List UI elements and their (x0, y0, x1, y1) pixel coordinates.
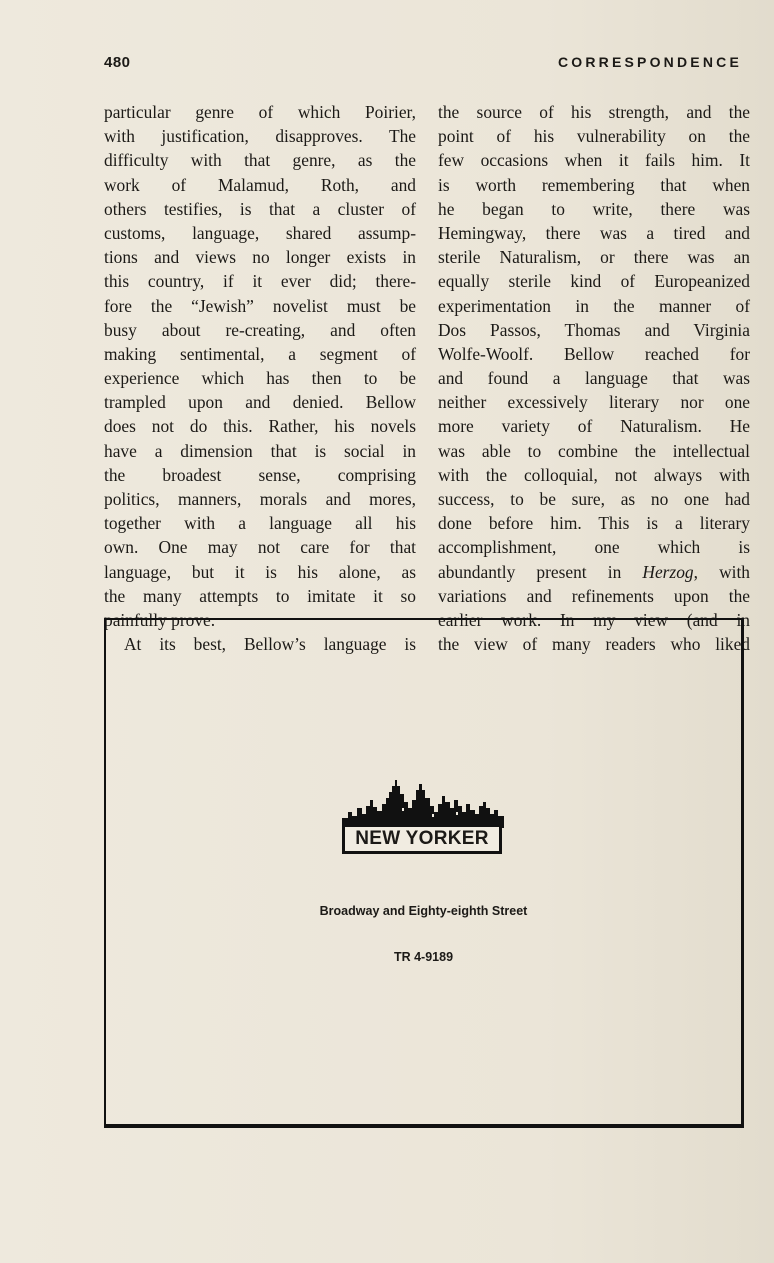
text-line: the view of many readers who liked (438, 634, 750, 655)
advertisement-box (104, 618, 744, 1128)
book-title: Herzog (642, 561, 694, 582)
text-line: Wolfe-Woolf. Bellow reached for (438, 343, 750, 364)
text-line: done before him. This is a literary (438, 513, 750, 534)
text-line: point of his vulnerability on the (438, 126, 750, 147)
text-line: Hemingway, there was a tired and (438, 222, 750, 243)
text-line: tions and views no longer exists in (104, 247, 416, 268)
text-line: accomplishment, one which is (438, 537, 750, 558)
text-line: success, to be sure, as no one had (438, 489, 750, 509)
text-line: sterile Naturalism, or there was an (438, 247, 750, 268)
text-line: and found a language that was (438, 368, 750, 389)
text-line: difficulty with that genre, as the (104, 150, 416, 171)
text-line-herzog: abundantly present in Herzog, with (438, 561, 750, 582)
text-line: is worth remembering that when (438, 174, 750, 195)
text-line: with justification, disapproves. The (104, 126, 416, 147)
left-column (104, 100, 416, 656)
text-line: own. One may not care for that (104, 537, 416, 558)
text-line: particular genre of which Poirier, (104, 102, 416, 122)
text-line: busy about re-creating, and often (104, 319, 416, 340)
text-line: the source of his strength, and the (438, 102, 750, 122)
text-line: earlier work. In my view (and in (438, 609, 750, 630)
text-line: equally sterile kind of Europeanized (438, 271, 750, 292)
text-line: At its best, Bellow’s language is (124, 634, 416, 655)
text-line: customs, language, shared assump- (104, 222, 416, 243)
text-line: this country, if it ever did; there- (104, 271, 416, 292)
text-line: was able to combine the intellectual (438, 440, 750, 461)
right-column (438, 100, 750, 656)
new-yorker-logo (342, 778, 504, 860)
text-line: painfully prove. (104, 609, 216, 630)
page-number: 480 (104, 54, 131, 71)
text-line: the many attempts to imitate it so (104, 585, 416, 606)
city-skyline-icon (342, 778, 504, 828)
text-line: fore the “Jewish” novelist must be (104, 295, 416, 316)
text-line: have a dimension that is social in (104, 440, 416, 461)
text-line: trampled upon and denied. Bellow (104, 392, 416, 413)
text-line: politics, manners, morals and mores, (104, 489, 416, 509)
text-line: few occasions when it fails him. It (438, 150, 750, 171)
text-line: work of Malamud, Roth, and (104, 174, 416, 195)
ad-address: Broadway and Eighty-eighth Street (319, 904, 528, 918)
text-line: he began to write, there was (438, 198, 750, 219)
text-line: more variety of Naturalism. He (438, 416, 750, 437)
text-line: together with a language all his (104, 513, 416, 534)
text-line: variations and refinements upon the (438, 585, 750, 606)
running-head: CORRESPONDENCE (557, 54, 742, 70)
text-line: Dos Passos, Thomas and Virginia (438, 319, 750, 340)
text-line: experience which has then to be (104, 368, 416, 389)
text-line: neither excessively literary nor one (438, 392, 750, 413)
ad-phone: TR 4-9189 (393, 950, 454, 964)
text-line: language, but it is his alone, as (104, 561, 416, 582)
text-line: does not do this. Rather, his novels (104, 416, 416, 437)
text-line: making sentimental, a segment of (104, 343, 416, 364)
text-line: the broadest sense, comprising (104, 464, 416, 485)
text-line: others testifies, is that a cluster of (104, 198, 416, 219)
text-line: with the colloquial, not always with (438, 464, 750, 485)
logo-text: NEW YORKER (342, 824, 502, 854)
text-line: experimentation in the manner of (438, 295, 750, 316)
